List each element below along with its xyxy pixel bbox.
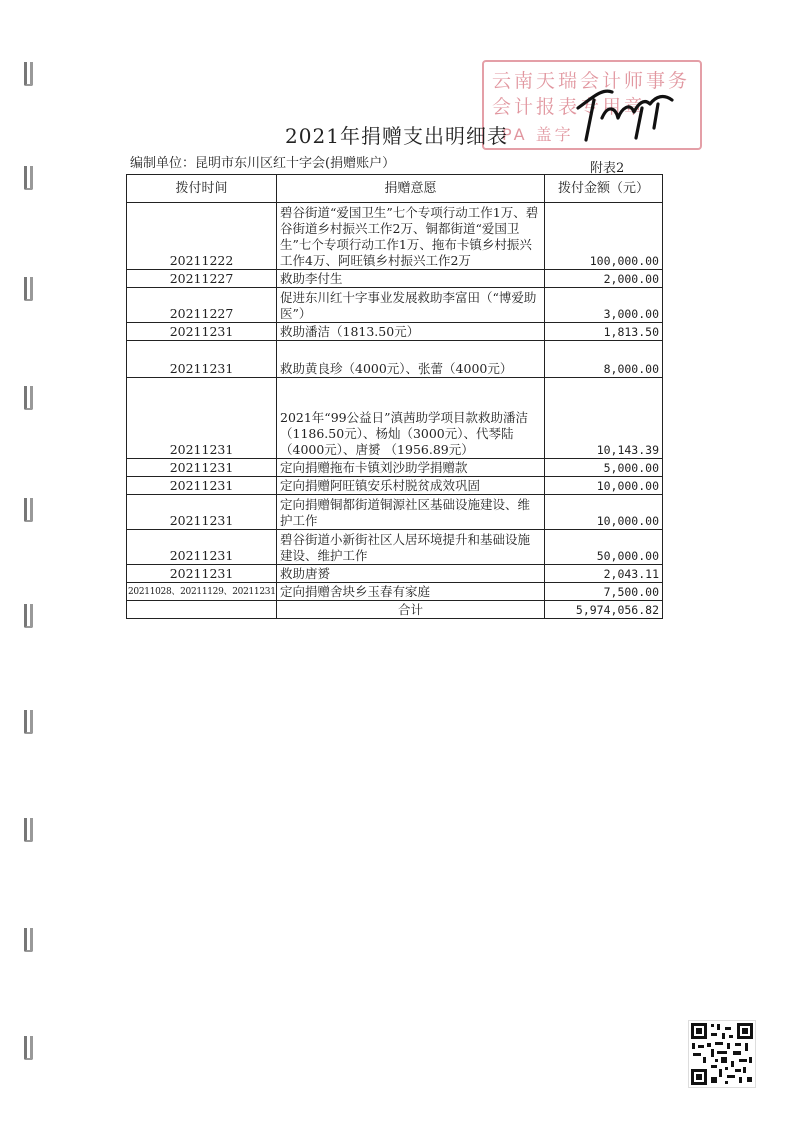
table-row	[127, 565, 663, 583]
table-row	[127, 288, 663, 323]
row-purpose: 救助唐赟	[277, 565, 545, 583]
row-purpose: 碧谷街道小新街社区人居环境提升和基础设施建设、维护工作	[277, 530, 545, 565]
row-date: 20211231	[127, 378, 277, 459]
row-purpose: 救助李付生	[277, 270, 545, 288]
row-amount: 3,000.00	[545, 288, 663, 323]
table-row	[127, 583, 663, 601]
row-amount: 50,000.00	[545, 530, 663, 565]
table-row	[127, 341, 663, 378]
row-date: 20211227	[127, 288, 277, 323]
row-amount: 10,000.00	[545, 477, 663, 495]
row-purpose: 救助潘洁（1813.50元）	[277, 323, 545, 341]
row-date: 20211231	[127, 459, 277, 477]
table-row	[127, 530, 663, 565]
stamp-line-3: PA 盖字	[502, 125, 574, 144]
binder-hole-icon	[24, 818, 33, 842]
table-row	[127, 495, 663, 530]
row-amount: 10,143.39	[545, 378, 663, 459]
row-amount: 5,000.00	[545, 459, 663, 477]
row-purpose: 2021年“99公益日”滇茜助学项目款救助潘洁（1186.50元）、杨灿（3000元）、代琴陆（4000元）、唐赟 （1956.89元）	[277, 378, 545, 459]
binder-hole-icon	[24, 62, 33, 86]
qr-code-icon	[688, 1020, 756, 1088]
row-purpose: 定向捐赠拖布卡镇刘沙助学捐赠款	[277, 459, 545, 477]
table-row	[127, 203, 663, 270]
binder-hole-icon	[24, 604, 33, 628]
binder-hole-icon	[24, 1036, 33, 1060]
row-purpose: 定向捐赠阿旺镇安乐村脱贫成效巩固	[277, 477, 545, 495]
row-purpose: 定向捐赠铜都街道铜源社区基础设施建设、维护工作	[277, 495, 545, 530]
stamp-line-1: 云南天瑞会计师事务	[492, 70, 691, 92]
org-unit-label: 编制单位：昆明市东川区红十字会(捐赠账户）	[130, 156, 396, 171]
row-amount: 7,500.00	[545, 583, 663, 601]
row-purpose: 促进东川红十字事业发展救助李富田（“博爱助医”）	[277, 288, 545, 323]
total-blank-cell	[127, 601, 277, 619]
row-amount: 10,000.00	[545, 495, 663, 530]
table-header-row	[127, 175, 663, 203]
row-amount: 100,000.00	[545, 203, 663, 270]
table-row	[127, 477, 663, 495]
table-row	[127, 378, 663, 459]
row-date: 20211231	[127, 341, 277, 378]
row-purpose: 定向捐赠舍块乡玉春有家庭	[277, 583, 545, 601]
header-purpose: 捐赠意愿	[277, 175, 545, 203]
binder-hole-icon	[24, 928, 33, 952]
donation-expense-table	[126, 174, 663, 619]
table-row	[127, 323, 663, 341]
row-amount: 2,000.00	[545, 270, 663, 288]
binder-hole-icon	[24, 166, 33, 190]
row-date: 20211231	[127, 530, 277, 565]
row-date: 20211231	[127, 565, 277, 583]
row-date: 20211231	[127, 477, 277, 495]
row-purpose: 救助黄良珍（4000元）、张蕾（4000元）	[277, 341, 545, 378]
annex-label: 附表2	[590, 161, 625, 176]
binder-hole-icon	[24, 498, 33, 522]
header-amount: 拨付金额（元）	[545, 175, 663, 203]
binder-hole-icon	[24, 277, 33, 301]
total-amount: 5,974,056.82	[545, 601, 663, 619]
row-amount: 8,000.00	[545, 341, 663, 378]
row-date: 20211231	[127, 323, 277, 341]
page-title: 2021年捐赠支出明细表	[285, 124, 508, 148]
stamp-line-2: 会计报表专用章	[492, 96, 647, 118]
total-label: 合计	[277, 601, 545, 619]
row-date: 20211227	[127, 270, 277, 288]
table-row	[127, 459, 663, 477]
row-amount: 1,813.50	[545, 323, 663, 341]
binder-hole-icon	[24, 386, 33, 410]
row-purpose: 碧谷街道“爱国卫生”七个专项行动工作1万、碧谷街道乡村振兴工作2万、铜都街道“爱国卫生”七个专项行动工作1万、拖布卡镇乡村振兴工作4万、阿旺镇乡村振兴工作2万	[277, 203, 545, 270]
row-date: 20211028、20211129、20211231	[127, 583, 277, 601]
row-date: 20211231	[127, 495, 277, 530]
binder-hole-icon	[24, 710, 33, 734]
row-amount: 2,043.11	[545, 565, 663, 583]
total-row	[127, 601, 663, 619]
header-date: 拨付时间	[127, 175, 277, 203]
table-row	[127, 270, 663, 288]
row-date: 20211222	[127, 203, 277, 270]
